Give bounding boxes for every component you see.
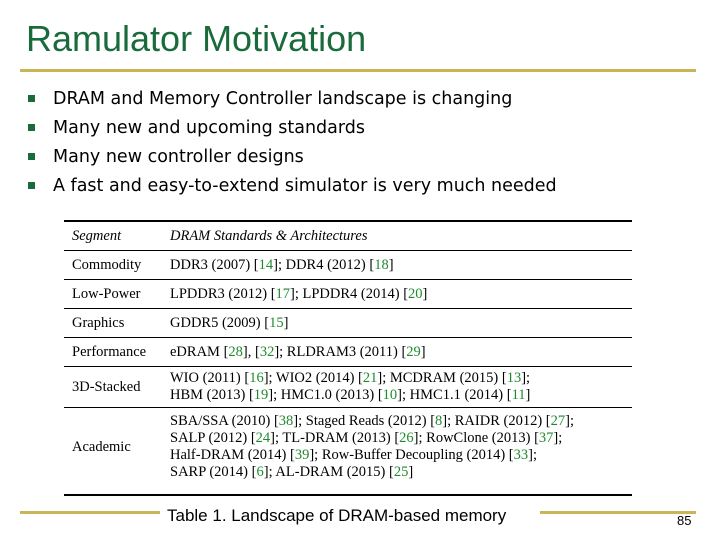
standards-text: SALP (2012) [	[170, 430, 256, 446]
standards-text: ]; WIO2 (2014) [	[263, 370, 363, 386]
standards-line	[170, 464, 632, 481]
citation-link[interactable]: 37	[538, 430, 554, 446]
standards-text: ]	[420, 343, 426, 360]
table-caption: Table 1. Landscape of DRAM-based memory	[167, 506, 507, 525]
standards-text: ]; Staged Reads (2012) [	[293, 413, 436, 429]
square-bullet-icon	[28, 153, 35, 160]
standards-text: LPDDR3 (2012) [	[170, 285, 276, 302]
page-number: 85	[677, 513, 692, 528]
standards-text: ]; RowClone (2013) [	[413, 430, 539, 446]
column-header-standards: DRAM Standards & Architectures	[170, 227, 368, 244]
standards-text: ]	[388, 256, 394, 273]
citation-link[interactable]: 15	[269, 314, 284, 331]
segment-cell: Performance	[64, 338, 162, 367]
standards-line	[170, 344, 632, 361]
dram-landscape-table	[64, 220, 632, 496]
table-header-row	[64, 222, 632, 251]
standards-text: ];	[521, 370, 531, 386]
citation-link[interactable]: 8	[435, 413, 443, 429]
standards-text: ]; Row-Buffer Decoupling (2014) [	[309, 447, 514, 463]
standards-text: ], [	[242, 343, 260, 360]
standards-cell	[162, 408, 632, 487]
standards-line	[170, 315, 632, 332]
standards-text: ]; HMC1.0 (2013) [	[268, 387, 383, 403]
segment-cell: Commodity	[64, 251, 162, 280]
standards-text: Half-DRAM (2014) [	[170, 447, 295, 463]
citation-link[interactable]: 39	[294, 447, 310, 463]
citation-link[interactable]: 6	[256, 464, 264, 480]
segment-cell: Academic	[64, 408, 162, 487]
citation-link[interactable]: 28	[228, 343, 243, 360]
standards-text: WIO (2011) [	[170, 370, 250, 386]
square-bullet-icon	[28, 124, 35, 131]
slide-title: Ramulator Motivation	[26, 18, 367, 59]
standards-text: ]; LPDDR4 (2014) [	[290, 285, 409, 302]
citation-link[interactable]: 26	[399, 430, 414, 446]
standards-cell	[162, 251, 632, 280]
citation-link[interactable]: 17	[275, 285, 291, 302]
citation-link[interactable]: 11	[511, 387, 526, 403]
standards-text: ]; RLDRAM3 (2011) [	[274, 343, 407, 360]
standards-text: ]	[408, 464, 414, 480]
table-row	[64, 408, 632, 487]
standards-text: ]; AL-DRAM (2015) [	[263, 464, 394, 480]
square-bullet-icon	[28, 182, 35, 189]
bullet-item	[28, 84, 557, 113]
standards-line	[170, 430, 632, 447]
bullet-item	[28, 171, 557, 200]
standards-text: ]	[422, 285, 428, 302]
standards-line	[170, 257, 632, 274]
bullet-list	[28, 84, 557, 200]
citation-link[interactable]: 13	[506, 370, 522, 386]
standards-text: ];	[553, 430, 563, 446]
standards-cell	[162, 309, 632, 338]
citation-link[interactable]: 27	[550, 413, 566, 429]
standards-text: eDRAM [	[170, 343, 229, 360]
standards-text: ]; DDR4 (2012) [	[273, 256, 375, 273]
square-bullet-icon	[28, 95, 35, 102]
citation-link[interactable]: 21	[362, 370, 378, 386]
standards-text: HBM (2013) [	[170, 387, 254, 403]
standards-text: ]; HMC1.1 (2014) [	[397, 387, 512, 403]
bullet-text: A fast and easy-to-extend simulator is very much needed	[53, 175, 557, 196]
standards-text: ];	[528, 447, 537, 463]
title-divider	[20, 69, 696, 72]
standards-text: SARP (2014) [	[170, 464, 257, 480]
column-header-segment: Segment	[72, 227, 122, 244]
standards-text: SBA/SSA (2010) [	[170, 413, 279, 429]
bullet-item	[28, 113, 557, 142]
citation-link[interactable]: 18	[374, 256, 389, 273]
standards-text: ]; TL-DRAM (2013) [	[270, 430, 400, 446]
standards-cell	[162, 367, 632, 408]
table-row	[64, 251, 632, 280]
citation-link[interactable]: 24	[255, 430, 271, 446]
citation-link[interactable]: 20	[408, 285, 423, 302]
standards-line	[170, 447, 632, 464]
citation-link[interactable]: 38	[278, 413, 294, 429]
table-row	[64, 309, 632, 338]
citation-link[interactable]: 32	[259, 343, 275, 360]
bullet-text: DRAM and Memory Controller landscape is changing	[53, 88, 513, 109]
citation-link[interactable]: 19	[253, 387, 269, 403]
bullet-item	[28, 142, 557, 171]
citation-link[interactable]: 25	[393, 464, 409, 480]
standards-cell	[162, 280, 632, 309]
bullet-text: Many new and upcoming standards	[53, 117, 365, 138]
standards-text: ]	[283, 314, 289, 331]
table-row	[64, 367, 632, 408]
table-row	[64, 338, 632, 367]
standards-text: GDDR5 (2009) [	[170, 314, 270, 331]
standards-line	[170, 387, 632, 404]
standards-text: ]	[525, 387, 531, 403]
segment-cell: 3D-Stacked	[64, 367, 162, 408]
standards-text: DDR3 (2007) [	[170, 256, 259, 273]
citation-link[interactable]: 33	[513, 447, 529, 463]
citation-link[interactable]: 14	[258, 256, 274, 273]
standards-line	[170, 370, 632, 387]
standards-line	[170, 286, 632, 303]
segment-cell: Low-Power	[64, 280, 162, 309]
standards-text: ];	[565, 413, 574, 429]
segment-cell: Graphics	[64, 309, 162, 338]
standards-cell	[162, 338, 632, 367]
standards-text: ]; MCDRAM (2015) [	[377, 370, 507, 386]
table-row	[64, 280, 632, 309]
standards-line	[170, 413, 632, 430]
citation-link[interactable]: 29	[406, 343, 421, 360]
standards-text: ]; RAIDR (2012) [	[442, 413, 551, 429]
citation-link[interactable]: 10	[382, 387, 398, 403]
bullet-text: Many new controller designs	[53, 146, 304, 167]
citation-link[interactable]: 16	[249, 370, 264, 386]
